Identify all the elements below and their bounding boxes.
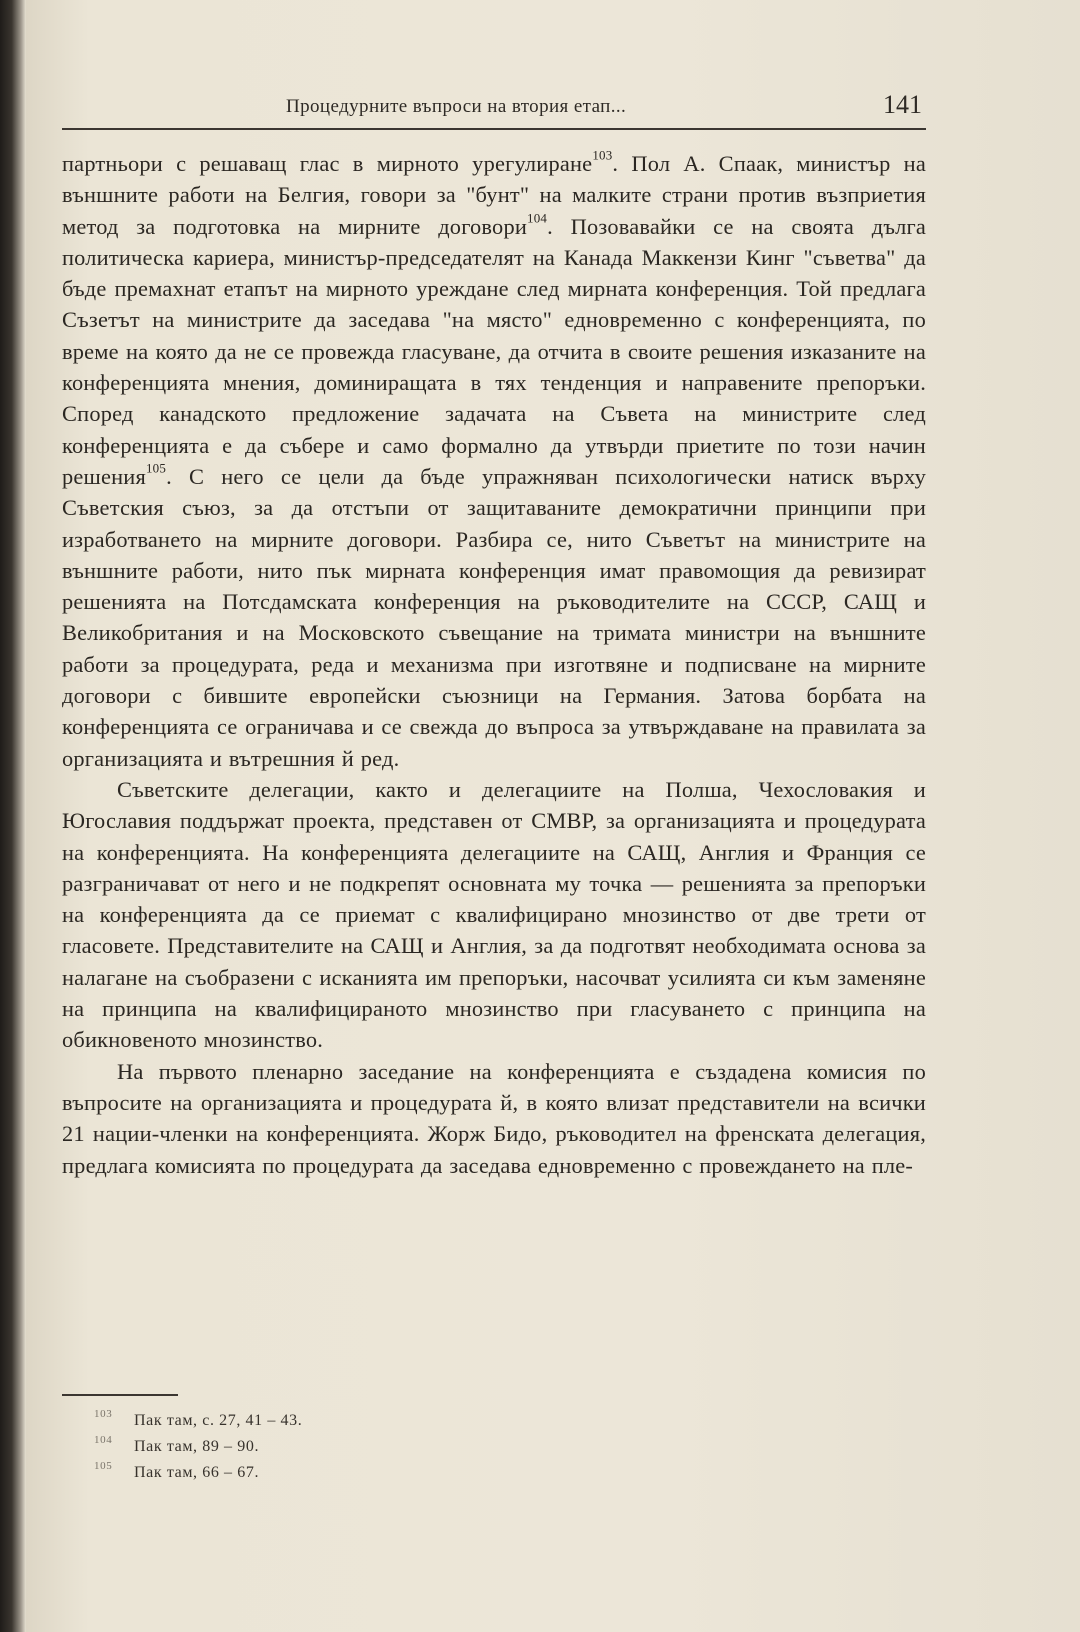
footnote-reference: 104	[527, 209, 548, 225]
paragraph-text: . Позовавайки се на своята дълга политическа кариера, министър-председателят на Канада Маккензи Кинг "съветва" да бъде премахнат етапът на мирното уреждане след мирната конференция. Той предлага Съзетът на министрите да заседава "на място" едновременно с конференцията, по време на която да не се провежда гласуване, да отчита в своите решения изказаните на конференцията мнения, доминиращата в тях тенденция и направените препоръки. Според канадското предложение задачата на Съвета на министрите след конференцията е да събере и само формално да утвърди приетите по този начин решения	[62, 213, 926, 489]
paragraph-text: партньори с решаващ глас в мирното урегулиране	[62, 151, 593, 176]
page-number: 141	[883, 90, 922, 119]
footnote-mark: 103	[94, 1408, 113, 1420]
paragraph-text: . С него се цели да бъде упражняван психологически натиск върху Съветския съюз, за да отстъпи от защитаваните демократични принципи при изработването на мирните договори. Разбира се, нито Съветът на министрите на външните работи, нито пък мирната конференция имат правомощия да ревизират решенията на Потсдамската конференция на ръководителите на СССР, САЩ и Великобритания и на Московското съвещание на тримата министри на външните работи за процедурата, реда и механизма при изготвяне и подписване на мирните договори с бившите европейски съюзници на Германия. Затова борбата на конференцията се ограничава и се свежда до въпроса за утвърждаване на правилата за организацията и вътрешния й ред.	[62, 463, 926, 771]
footnote-mark: 105	[94, 1460, 113, 1472]
footnote-separator	[62, 1394, 178, 1396]
footnote-reference: 105	[145, 460, 167, 476]
paragraph-text: На първото пленарно заседание на конференцията е създадена комисия по въпросите на организацията и процедурата й, в която влизат представители на всички 21 нации-членки на конференцията. Жорж Бидо, ръководител на френската делегация, предлага комисията по процедурата да заседава едновременно с провеждането на пле-	[62, 1058, 926, 1178]
running-header	[62, 90, 926, 130]
book-page	[26, 0, 1080, 1632]
book-spine-shadow	[0, 0, 26, 1632]
body-text	[62, 148, 926, 1181]
body-paragraph	[62, 774, 926, 1056]
body-paragraph	[62, 1056, 926, 1181]
footnote-text: Пак там, с. 27, 41 – 43.	[134, 1412, 303, 1429]
footnote-mark: 104	[94, 1434, 113, 1446]
body-paragraph	[62, 148, 926, 774]
footnote-text: Пак там, 66 – 67.	[134, 1464, 260, 1481]
footnote-text: Пак там, 89 – 90.	[134, 1438, 260, 1455]
paragraph-text: Съветските делегации, както и делегациите на Полша, Чехословакия и Югославия поддържат проекта, представен от СМВР, за организацията и процедурата на конференцията. На конференцията делегациите на САЩ, Англия и Франция се разграничават от него и не подкрепят основната му точка — решенията за препоръки на конференцията да се приемат с квалифицирано мнозинство от две трети от гласовете. Представителите на САЩ и Англия, за да подготвят необходимата основа за налагане на съобразени с исканията им препоръки, насочват усилията си към заменяне на принципа на квалифицираното мнозинство при гласуването с принципа на обикновеното мнозинство.	[62, 776, 926, 1053]
paragraph-text: . Пол А. Спаак, министър на външните работи на Белгия, говори за "бунт" на малките страни против възприетия метод за подготовка на мирните договори	[62, 151, 926, 239]
footnote-reference: 103	[592, 147, 613, 163]
running-header-title: Процедурните въпроси на втория етап...	[286, 96, 627, 117]
